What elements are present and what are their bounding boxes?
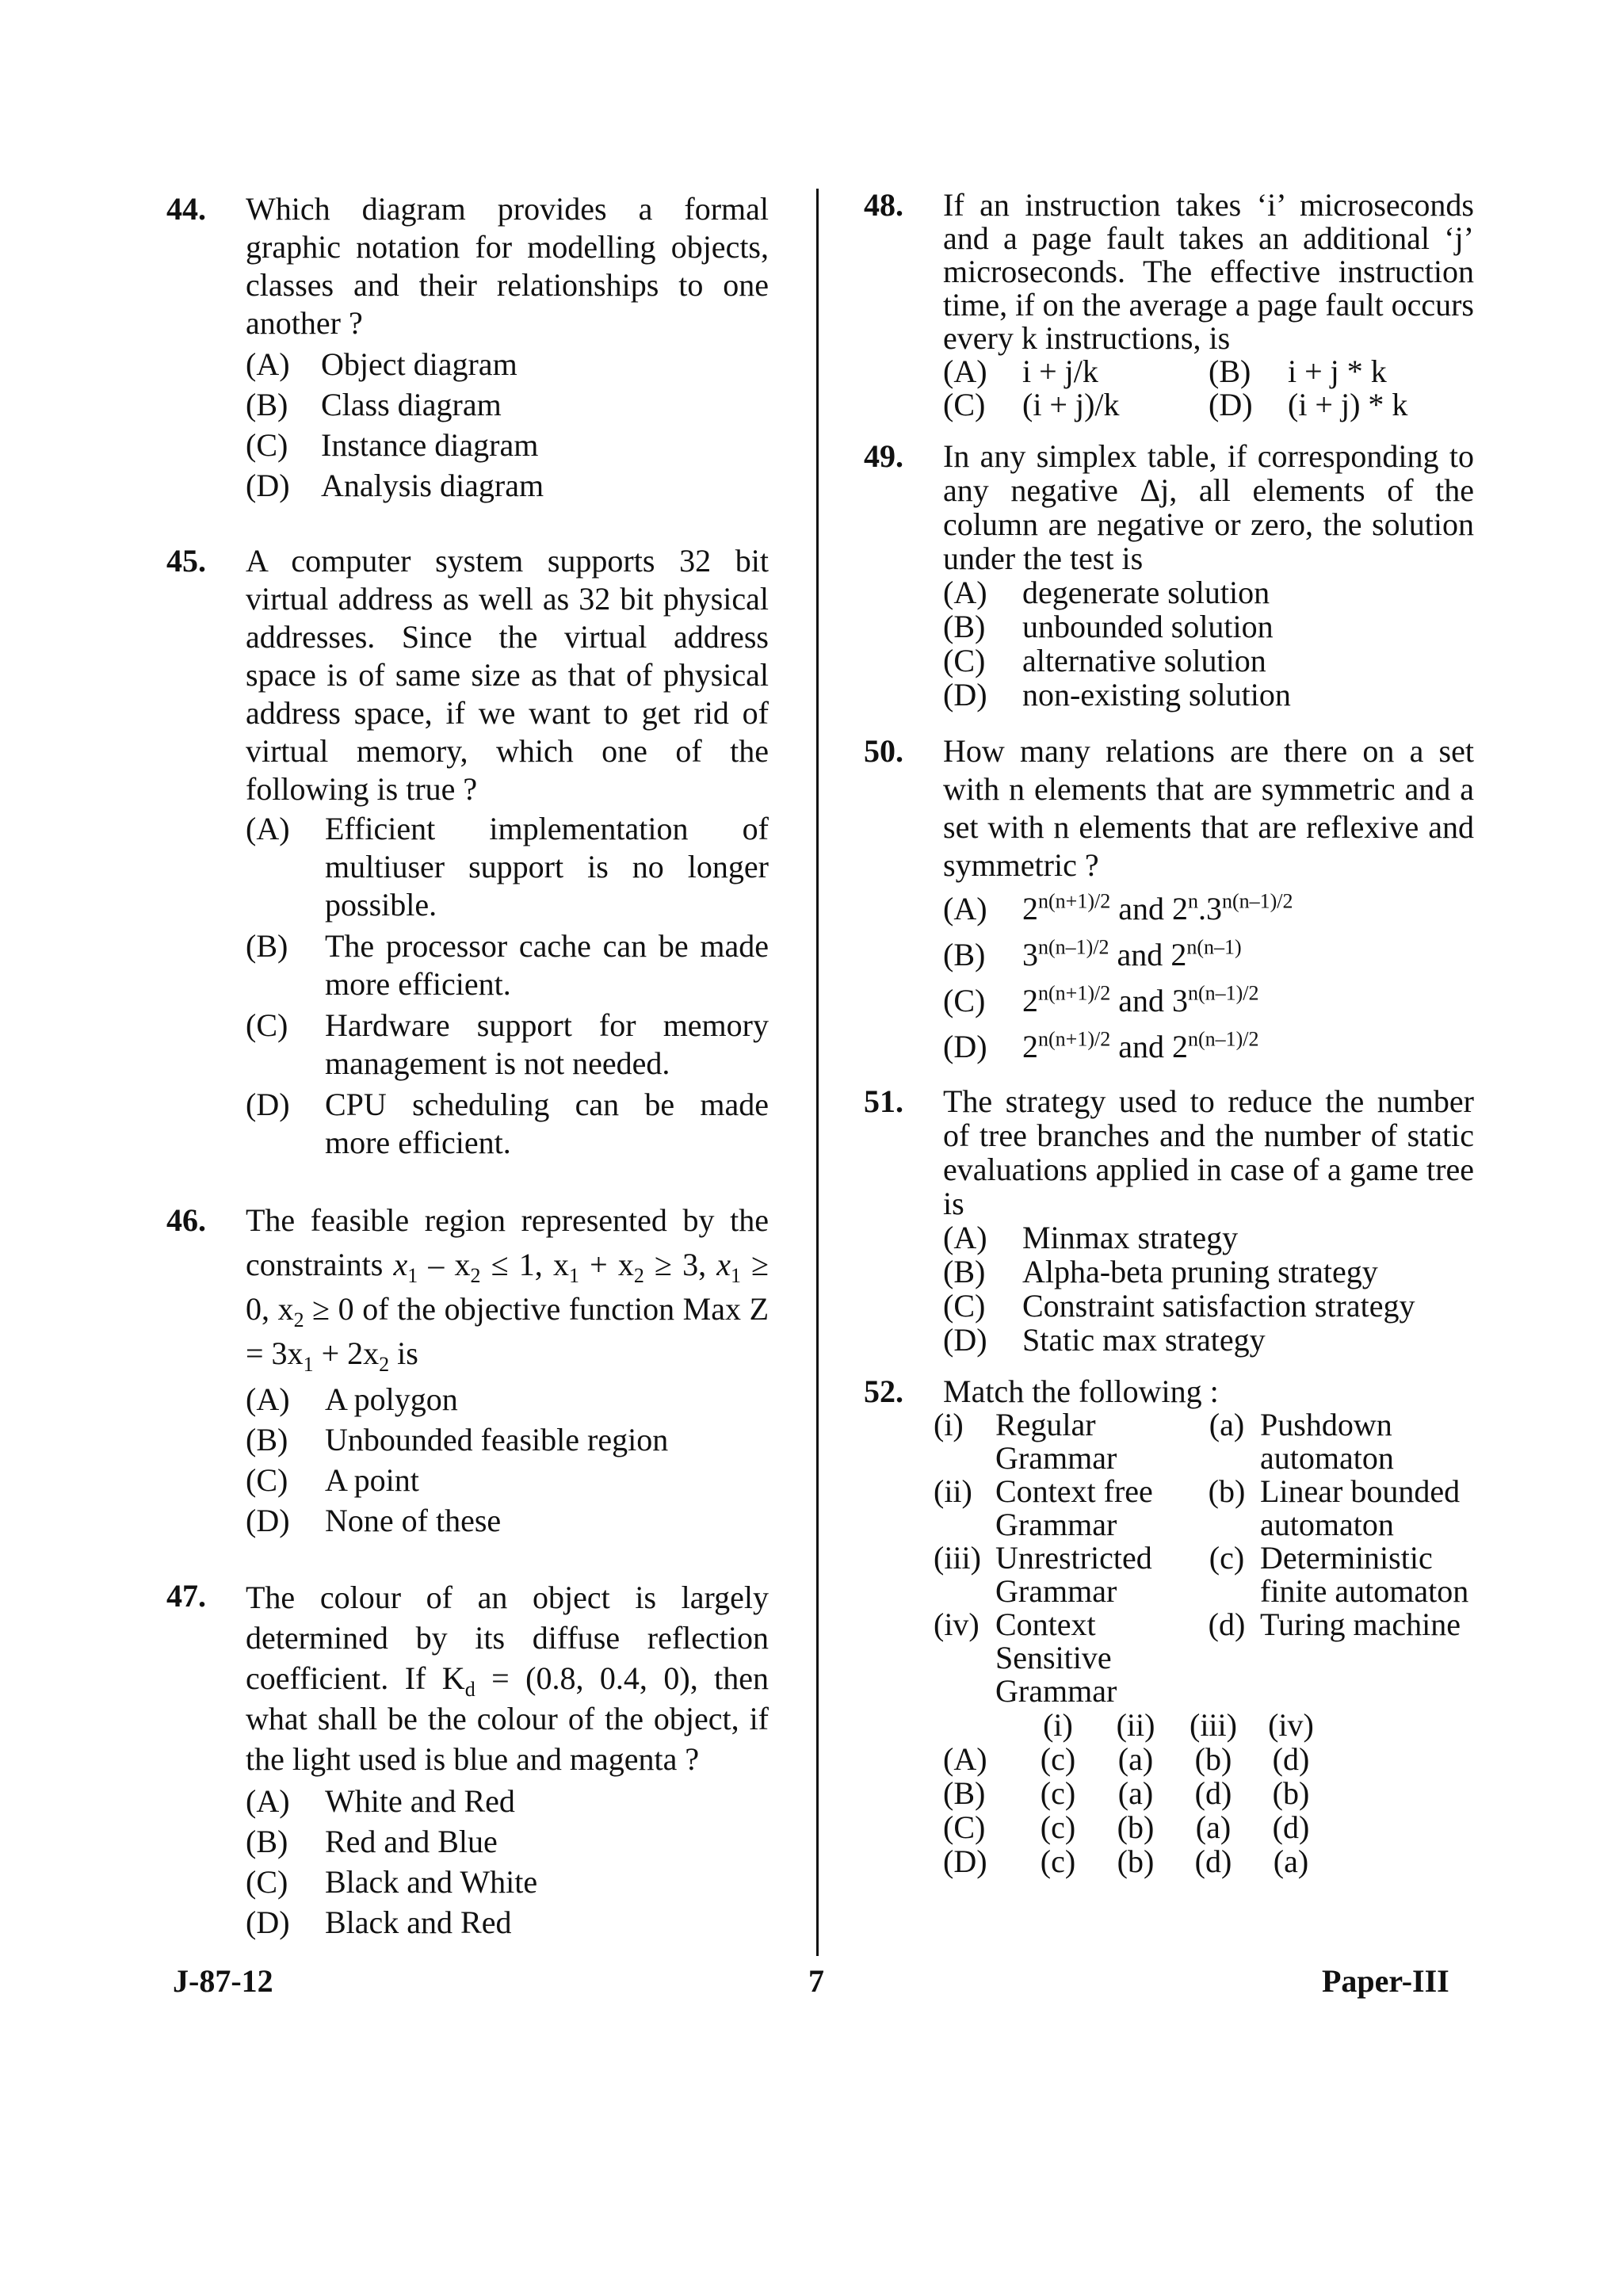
- column-divider: [816, 189, 819, 1956]
- question-45: [166, 542, 769, 1162]
- option-c: (C) Hardware support for memory management is not needed.: [246, 1007, 769, 1081]
- option-d: (D) None of these: [246, 1503, 502, 1538]
- option-c: (C) A point: [246, 1462, 419, 1498]
- question-text: Which diagram provides a formal graphic notation for modelling objects, classes and their relationships to one another ?: [246, 191, 769, 341]
- question-number: 51.: [864, 1083, 903, 1119]
- option-c: (C) Instance diagram: [246, 427, 539, 463]
- answer-table: [943, 1708, 1330, 1878]
- question-text: The strategy used to reduce the number of tree branches and the number of static evaluations applied in case of a game tree is: [943, 1083, 1474, 1221]
- question-number: 46.: [166, 1202, 206, 1238]
- option-b: (B) Class diagram: [246, 387, 502, 422]
- option-b: (B) unbounded solution: [943, 609, 1274, 644]
- option-a: (A) Object diagram: [246, 346, 517, 382]
- question-number: 52.: [864, 1373, 903, 1409]
- question-text: How many relations are there on a set with n elements that are symmetric and a set with n elements that are reflexive and symmetric ?: [943, 733, 1474, 883]
- option-b: (B) The processor cache can be made more efficient.: [246, 928, 769, 1002]
- question-number: 48.: [864, 187, 903, 223]
- option-d: (D) Black and Red: [246, 1904, 512, 1940]
- option-b: (B) Red and Blue: [246, 1824, 498, 1859]
- option-d: (D) Static max strategy: [943, 1322, 1266, 1358]
- question-number: 50.: [864, 733, 903, 769]
- match-row: (ii) Context free Grammar (b) Linear bounded automaton: [934, 1473, 1461, 1542]
- answer-row-d: (D) (c) (b) (d) (a): [943, 1843, 1309, 1879]
- question-44: [166, 190, 769, 506]
- option-c: (C) alternative solution: [943, 643, 1266, 678]
- question-46: [166, 1198, 769, 1541]
- option-a: (A) $2^{n(n+1)/2}$ and $2^n.3^{n(n-1)/2}$: [943, 889, 1293, 926]
- match-row: (iv) Context Sensitive Grammar (d) Turing machine: [934, 1606, 1461, 1709]
- option-b: (B) Alpha-beta pruning strategy: [943, 1254, 1378, 1289]
- question-52: [864, 1374, 1474, 1878]
- option-d: (D) CPU scheduling can be made more efficient.: [246, 1087, 769, 1160]
- match-row: (i) Regular Grammar (a) Pushdown automaton: [934, 1407, 1394, 1476]
- question-text: In any simplex table, if corresponding to any negative Δj, all elements of the column are negative or zero, the solution under the test is: [943, 438, 1474, 576]
- option-a: (A) i + j/k: [943, 353, 1098, 389]
- question-number: 47.: [166, 1578, 206, 1614]
- page-number: 7: [808, 1963, 824, 1999]
- option-c: (C) (i + j)/k: [943, 387, 1120, 422]
- option-d: (D) Analysis diagram: [246, 468, 544, 503]
- option-b: (B) $3^{n(n-1)/2}$ and $2^{n(n-1)}$: [943, 935, 1242, 972]
- option-a: (A) degenerate solution: [943, 575, 1270, 610]
- answer-row-a: (A) (c) (a) (b) (d): [943, 1741, 1310, 1777]
- question-51: [864, 1084, 1474, 1357]
- options-row-2: [943, 388, 1474, 422]
- question-48: [864, 189, 1474, 422]
- answer-row-c: (C) (c) (b) (a) (d): [943, 1809, 1310, 1845]
- question-49: [864, 439, 1474, 712]
- answer-row-b: (B) (c) (a) (d) (b): [943, 1775, 1310, 1811]
- option-c: (C) $2^{n(n+1)/2}$ and $3^{n(n-1)/2}$: [943, 981, 1259, 1018]
- right-column: [864, 189, 1474, 1878]
- option-d: (D) (i + j) * k: [1209, 387, 1408, 422]
- question-text: If an instruction takes ‘i’ microseconds and a page fault takes an additional ‘j’ microseconds. The effective instruction time, if on the average a page fault occurs every k instructions, is: [943, 187, 1474, 356]
- option-d: (D) $2^{n(n+1)/2}$ and $2^{n(n-1)/2}$: [943, 1027, 1259, 1064]
- left-column: [166, 189, 769, 1943]
- answer-header: (i) (ii) (iii) (iv): [1043, 1707, 1314, 1743]
- question-number: 45.: [166, 543, 206, 579]
- question-text: A computer system supports 32 bit virtual address as well as 32 bit physical addresses. Since the virtual address space is of same size as that of physical address space, if we want to get rid of virtual memory, which one of the following is true ?: [246, 543, 769, 807]
- match-row: (iii) Unrestricted Grammar (c) Deterministic finite automaton: [934, 1540, 1469, 1609]
- option-d: (D) non-existing solution: [943, 677, 1291, 712]
- question-47: [166, 1577, 769, 1943]
- match-table: [934, 1408, 1474, 1708]
- option-c: (C) Black and White: [246, 1864, 538, 1900]
- footer-paper: Paper-III: [1322, 1963, 1449, 1999]
- option-b: (B) i + j * k: [1209, 353, 1387, 389]
- option-a: (A) Efficient implementation of multiuser support is no longer possible.: [246, 811, 769, 923]
- question-number: 49.: [864, 438, 903, 474]
- question-number: 44.: [166, 191, 206, 227]
- option-b: (B) Unbounded feasible region: [246, 1422, 669, 1457]
- option-a: (A) A polygon: [246, 1381, 458, 1417]
- option-a: (A) White and Red: [246, 1783, 515, 1819]
- option-a: (A) Minmax strategy: [943, 1220, 1239, 1255]
- option-c: (C) Constraint satisfaction strategy: [943, 1288, 1415, 1324]
- options-row-1: [943, 355, 1474, 388]
- question-50: [864, 732, 1474, 1070]
- question-text: Match the following :: [943, 1373, 1219, 1409]
- footer-code: J-87-12: [173, 1963, 273, 1999]
- question-text: The colour of an object is largely determined by its diffuse reflection coefficient. If $K_d = (0.8$, 0.4, 0), then what shall be the colour of the object, if the light used is blue and magenta ?: [246, 1580, 769, 1777]
- question-text: The feasible region represented by the constraints $x_1 - x_2 \le 1$, $x_1 + x_2 \ge 3$, $x_1 \ge 0$, $x_2 \ge 0$ of the objective function Max $Z = 3x_1 + 2x_2$ is: [246, 1202, 769, 1376]
